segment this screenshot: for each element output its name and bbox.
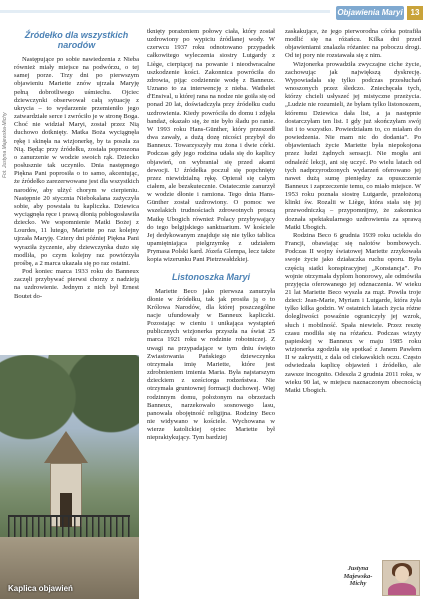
column-1 [14,28,139,301]
column-3 [285,28,421,395]
paragraph: Wizjonerka prowadziła zwyczajne ciche życie, zachowując jak największą dyskrecję. Wypowiadała się tylko podczas przesłuchań wnoszonych przez śledczo. Zniechęcała tych, którzy chcieli usłyszeć jej mistyczne przeżycia. „Ludzie nie rozumieli, że byłam tylko listonoszem, któremu Dziewica dała list, a ja następnie dostarczyłam ten list. I gdy już skończyłam swój list i to wszystko. Powiedziałam to, co miałam do powiedzenia. Nie mam nic do dodania”. Po objawieniach życie Mariette była niepokojona przez ludzi żądnych sensacji. Nie mogła ani odnaleźć lekcji, ani się uczyć. Po wielu latach od tych nadprzyrodzonych wydarzeń oferowano jej nawet dużą sumę pieniędzy za opuszczenie Banneux i zaprzeczenie temu, co miało miejsce. W 1953 roku poznała siostrę Lutgarde, przełożoną klinki św. Rozalii w Liège, która stała się jej przewodniczką – przypomnijmy, że zakonnica doznała spektakularnego uzdrowienia za sprawą Matki Ubogich. [285,60,421,231]
author-avatar [382,560,420,596]
author-first-name: Justyna [347,565,369,572]
page-number: 13 [407,6,423,20]
paragraph: Następujące po sobie nawiedzenia z Nieba również miały miejsce na podwórzu, o tej samej porze. Trzy dni po pierwszym objawieniu Mariette znów ujrzała Maryję pełną dobrotliwego uśmiechu. Ojciec dziewczynki obserwował całą sytuację z ukrycia – to wydarzenie przemieniło jego zatwardziałe serce i zwróciło je w stronę Boga. Choć nie widział Maryi, został przez Nią duchowo dotknięty. Matka Boża wyciągnęła rękę i skinęła na wizjonerkę, by ta poszła za Nią. Będąc przy źródełku, została poproszona o zanurzenie w wodzie swoich rąk. Dziecko posłusznie tak uczyniło. Dnia następnego Piękna Pani poprosiła o to samo, akcentując, że źródełko zarezerwowane jest dla wszystkich narodów, aby ulżyć chorym w cierpieniu. Następnie 20 stycznia Niebokalana zażyczyła sobie, aby powstała tu kapliczka. Dziewica wyciągnęła ręce i prawą dłonią pobłogosławiła dziecko. We wspomnienie Matki Bożej z Lourdes, 11 lutego, Mariette po raz kolejny ujrzała Maryję. Cztery dni później Piękna Pani wyraziła życzenie, aby dziewczynka dużo się modliła, po czym kolejny raz powtórzyła prośbę, a 2 marca ukazała się po raz ostatni. [14,56,139,267]
author-byline [338,565,378,588]
section-label: Objawienia Maryi [336,6,404,20]
paragraph: Rodzina Beco 6 grudnia 1939 roku uciekła do Francji, obawiając się nalotów bombowych. Podczas II wojny światowej Mariette zrzykowała swoje życie jako działaczka ruchu oporu. Była częścią siatki konspiracyjnej „Konstancja”. Po wojnie otrzymała dyplom honorowy, ale odmówiła przyjęcia oferowanego jej odznaczenia. W wieku 21 lat Mariette Beco wyszła za mąż. Powiła troje dzieci: Jean-Marie, Myriam i Lutgarde, która żyła tylko kilka godzin. W ostatnich latach życia różne dolegliwości powaźnie ograniczyły jej wzrok, słuch i mobilność. Spała niewiele. Przez resztę czasu modliła się na różańcu. Podczas wizyty papieskiej w Banneux w maju 1985 roku wizjonerka zgodziła się spotkać z Janem Pawłem II w zakrystii, z dala od ciekawskich oczu. Często odwiedzała kaplicę objawień i źródełko, ale zawsze incognito. Odeszła 2 grudnia 2011 roku, w wieku 90 lat, w miejscu naznaczonym obecnością Matki Ubogich. [285,231,421,394]
photo-credit: Fot. Justyna Majewska-Michy [2,112,8,178]
section-title-postwoman: Listonoszka Maryi [171,271,251,282]
page-header [0,0,431,26]
chapel-photo [0,355,139,599]
avatar-body-shape [388,583,416,596]
paragraph: tknięty porażeniem połowy ciała, który został uzdrowiony po wypiciu źródlanej wody. W czerwcu 1937 roku odnotowano przypadek całkowitego wyleczenia siostry Lutgardy z Liège, cierpiącej na powanie i nieodwracalne uszkodzenie kości. Zakonnica powróciła do zdrowia, pijąc codziennie wodę z Banneux. Uznano to za interwencję z nieba. Wathelet d'Ensival, u której rana na nodze nie goiła się od ponad 20 lat, doświadczyła przy źródełku cudu uzdrowienia. Kiedy powróciła do domu i zdjęła bandaż, okazało się, że nie było śladu po ranie. W 1993 roku Hans-Günther, który przeszedł dwa zawały, a dużą dozę nicości przybył do Banneux. Towarzyszyły mu żona i dwie córki. Podczas gdy jego rodzina udała się do kaplicy objawień, on wybraniał się przed akami dewocji. U źródełka poczuł się popchnięty przez niewidzialną rękę. Opierał się całym ciałem, ale bezskutecznie. Ostatecznie zanurzył w wodzie dłonie i ramiona. Tego dnia Hans-Günther został uzdrowiony. O pomoc we wszelakich trudnościach zdrowotnych proszą Matkę Ubogich również Polacy przybywający do tego belgijskiego sanktuarium. W kościele Jej dedykowanym znajduje się nie tylko tablica upamiętniająca pielgrzymkę z udziałem Prymasa Polski kard. Józefa Glempa, lecz także kopia wizerunku Pani Pietrzwałdzkiej. [147,28,275,264]
fence-shape [8,515,130,537]
paragraph: Pod koniec marca 1933 roku do Banneux zaczęli przybywać pierwsi chorzy z nadzieją na uzdrowienie. Jednym z nich był Ernest Boutet do- [14,268,139,300]
column-2 [147,28,275,443]
section-title-sources: Źródełko dla wszystkich narodów [24,30,129,50]
photo-caption: Kaplica objawień [8,584,73,593]
avatar-face-shape [395,566,409,582]
chapel-roof-shape [44,431,88,463]
paragraph: zaskakujące, że jego pierworodna córka potrafiła modlić się na różańcu. Kilka dni przed objawieniami znalazła różaniec na poboczu drogi. Od tej pory nie rozstawała się z nim. [285,28,421,60]
header-rule [0,10,330,13]
paragraph: Mariette Beco jako pierwsza zanurzyła dłonie w źródełku, tak jak prosiła ją o to Królowa Narodów, dla której poszczególne nacje ufundowały w Banneux kapliczki. Pozostając w cieniu i unikająca wystąpień publicznych wizjonerka przyszła na świat 25 marca 1921 roku w rodzinie robotniczej. Z uwagi na przypadające w tym dniu święto Zwiastowania Pańskiego dziewczynka otrzymała imię Mariette, które jest zdrobnieniem imienia Maria. Była najstarszym dzieckiem z sześciorga rodzeństwa. Nie otrzymała gruntownej formacji duchowej. Więj rodzinnym domu, położonym na obrzeżach Banneux, narzekowało sosnowego lasu, panowała obojętność religijna. Rodziny Beco nie widywano w kościele. Wychowana w wierze katolickiej ojciec Mariette był niepraktykujący. Tym bardziej [147,287,275,442]
author-last-name: Majewska-Michy [343,572,373,587]
